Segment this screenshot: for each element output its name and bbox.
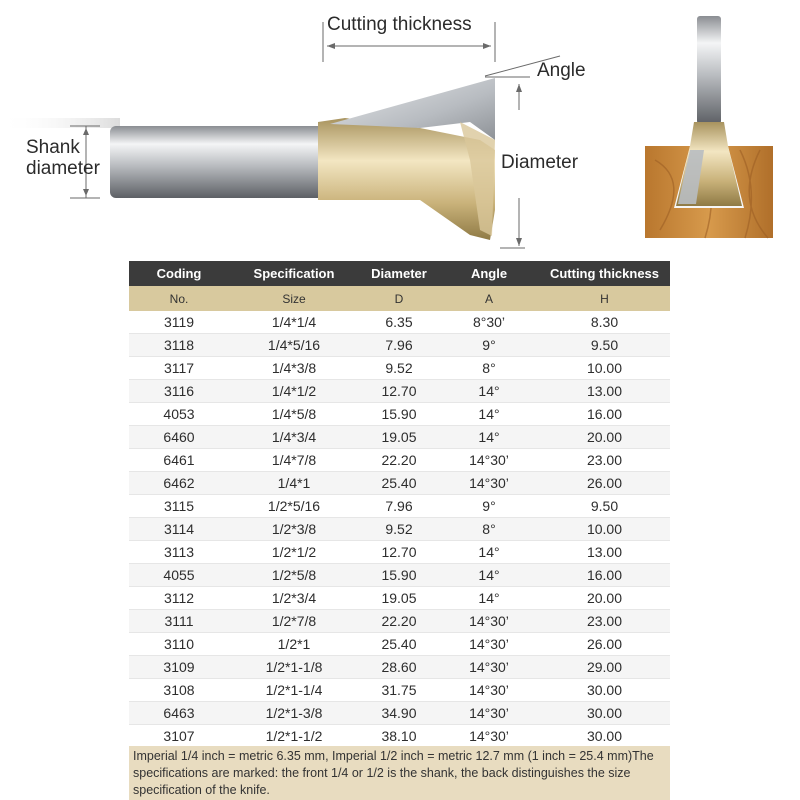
cell-thickness: 20.00 [586,590,623,606]
cell-diameter: 12.70 [381,383,417,399]
cell-size: 1/4*1 [277,475,311,491]
cell-thickness: 30.00 [586,728,623,744]
cell-size: 1/2*3/4 [271,590,317,606]
cell-angle: 14°30’ [469,728,509,744]
cell-diameter: 7.96 [385,498,413,514]
cell-code: 3108 [163,682,195,698]
table-row [129,702,670,725]
header-coding: Coding [156,266,202,281]
subheader-no: No. [169,291,189,306]
table-row [129,656,670,679]
cell-diameter: 28.60 [381,659,417,675]
cell-thickness: 9.50 [590,498,619,514]
cell-angle: 14° [478,590,500,606]
subheader-d: D [394,291,404,306]
cell-size: 1/2*5/8 [271,567,317,583]
cell-size: 1/2*1 [277,636,311,652]
table-row [129,311,670,334]
cell-angle: 14°30’ [469,452,509,468]
cell-code: 3116 [163,383,195,399]
cell-thickness: 10.00 [586,521,623,537]
cell-diameter: 7.96 [385,337,413,353]
cell-angle: 14°30’ [469,659,509,675]
shadow-streak [0,118,120,128]
cell-size: 1/4*1/2 [271,383,317,399]
cell-diameter: 22.20 [381,613,417,629]
inset-shank [697,16,721,124]
table-row [129,334,670,357]
label-shank-diameter [26,137,100,179]
cell-code: 3109 [163,659,195,675]
label-cutting-thickness: Cutting thickness [327,14,472,35]
cell-code: 3107 [163,728,195,744]
cell-code: 4055 [163,567,195,583]
cell-angle: 9° [482,498,496,514]
cell-diameter: 31.75 [381,682,417,698]
cell-diameter: 9.52 [385,521,413,537]
header-cutting-thickness: Cutting thickness [549,266,660,281]
subheader-size: Size [282,291,306,306]
cell-size: 1/4*5/8 [271,406,317,422]
cell-size: 1/2*1-1/4 [265,682,323,698]
table-row [129,679,670,702]
cell-code: 3117 [163,360,195,376]
cell-size: 1/4*3/8 [271,360,317,376]
cell-size: 1/2*3/8 [271,521,317,537]
cell-thickness: 9.50 [590,337,619,353]
table-row [129,587,670,610]
cell-diameter: 19.05 [381,590,417,606]
cell-thickness: 10.00 [586,360,623,376]
cell-code: 6463 [163,705,195,721]
label-diameter: Diameter [501,152,579,173]
cell-diameter: 9.52 [385,360,413,376]
table-row [129,495,670,518]
cell-code: 3111 [164,613,194,629]
cell-angle: 14°30’ [469,613,509,629]
cell-thickness: 16.00 [586,567,623,583]
cell-size: 1/2*7/8 [271,613,317,629]
cell-angle: 14°30’ [469,475,509,491]
cell-size: 1/2*1-1/8 [265,659,323,675]
header-angle: Angle [470,266,508,281]
cell-code: 4053 [163,406,195,422]
cell-size: 1/2*1/2 [271,544,317,560]
cell-diameter: 38.10 [381,728,417,744]
cell-diameter: 19.05 [381,429,417,445]
table-row [129,633,670,656]
cell-thickness: 13.00 [586,383,623,399]
table-row [129,564,670,587]
table-body [129,311,670,748]
router-bit-illustration [0,0,800,260]
table-row [129,518,670,541]
cell-diameter: 15.90 [381,406,417,422]
table-row [129,541,670,564]
cell-code: 6461 [163,452,195,468]
cell-size: 1/4*1/4 [271,314,317,330]
cell-code: 3113 [163,544,195,560]
cell-thickness: 29.00 [586,659,623,675]
cell-thickness: 23.00 [586,452,623,468]
cell-angle: 14° [478,567,500,583]
shank-body [110,126,325,198]
cell-angle: 8°30’ [472,314,506,330]
cell-size: 1/4*7/8 [271,452,317,468]
cell-angle: 9° [482,337,496,353]
cell-diameter: 25.40 [381,636,417,652]
cell-angle: 14°30’ [469,682,509,698]
cell-code: 3110 [163,636,195,652]
cell-diameter: 12.70 [381,544,417,560]
cell-diameter: 6.35 [385,314,413,330]
table-row [129,357,670,380]
cell-thickness: 8.30 [590,314,619,330]
cell-code: 3118 [163,337,195,353]
table-row [129,725,670,748]
label-shank-line2: diameter [26,158,100,179]
cell-thickness: 30.00 [586,682,623,698]
cell-thickness: 20.00 [586,429,623,445]
subheader-a: A [484,291,493,306]
cell-angle: 14° [478,383,500,399]
cell-thickness: 26.00 [586,636,623,652]
table-subheader [129,286,670,311]
subheader-h: H [600,291,609,306]
cell-size: 1/4*5/16 [267,337,321,353]
cell-angle: 14°30’ [469,705,509,721]
table-row [129,449,670,472]
cell-size: 1/2*1-1/2 [265,728,323,744]
cell-size: 1/4*3/4 [271,429,317,445]
cell-angle: 14° [478,429,500,445]
cell-code: 3112 [163,590,195,606]
cell-diameter: 22.20 [381,452,417,468]
cell-thickness: 30.00 [586,705,623,721]
cell-code: 3115 [163,498,195,514]
cell-angle: 14°30’ [469,636,509,652]
table-row [129,403,670,426]
cell-diameter: 34.90 [381,705,417,721]
cell-thickness: 13.00 [586,544,623,560]
inset-photo [645,16,773,238]
router-bit-diagram [0,0,800,260]
table-row [129,426,670,449]
cell-code: 6462 [163,475,195,491]
cell-angle: 8° [482,360,496,376]
header-specification: Specification [253,266,335,281]
cell-code: 3119 [163,314,195,330]
cell-code: 3114 [163,521,195,537]
table-row [129,610,670,633]
header-diameter: Diameter [371,266,427,281]
footnote: Imperial 1/4 inch = metric 6.35 mm, Imperial 1/2 inch = metric 12.7 mm (1 inch = 25.4 mm)The specifications are marked: the front 1/4 or 1/2 is the shank, the back distinguishes the size specification of the knife. [129,746,670,800]
table-header [129,261,670,286]
cell-code: 6460 [163,429,195,445]
cell-size: 1/2*5/16 [267,498,321,514]
cell-angle: 8° [482,521,496,537]
spec-table [129,261,670,748]
cell-angle: 14° [478,406,500,422]
table-row [129,472,670,495]
cell-diameter: 15.90 [381,567,417,583]
label-angle: Angle [537,60,586,81]
cell-thickness: 23.00 [586,613,623,629]
cell-angle: 14° [478,544,500,560]
cell-diameter: 25.40 [381,475,417,491]
label-shank-line1: Shank [26,137,80,158]
cell-thickness: 16.00 [586,406,623,422]
cell-size: 1/2*1-3/8 [265,705,323,721]
cell-thickness: 26.00 [586,475,623,491]
table-row [129,380,670,403]
